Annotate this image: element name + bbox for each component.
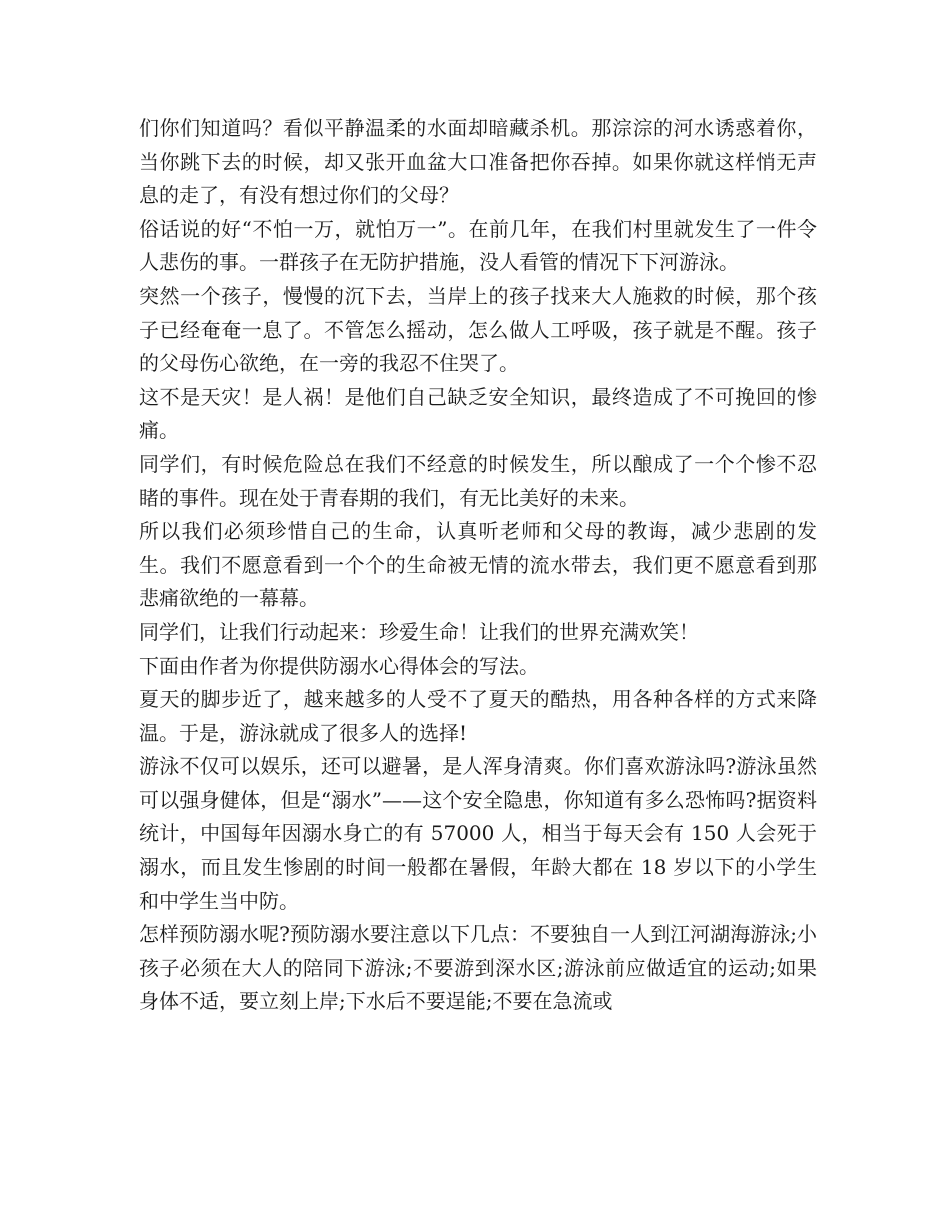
paragraph-intro-essay: 下面由作者为你提供防溺水心得体会的写法。 bbox=[139, 653, 539, 678]
paragraph-call-to-action: 同学们，让我们行动起来：珍爱生命！让我们的世界充满欢笑！ bbox=[139, 619, 699, 644]
paragraph-proverb: 俗话说的好“不怕一万，就怕万一”。在前几年，在我们村里就发生了一件令人悲伤的事。一群孩子在无防护措施，没人看管的情况下下河游泳。 bbox=[139, 216, 817, 275]
paragraph-statistics: 游泳不仅可以娱乐，还可以避暑，是人浑身清爽。你们喜欢游泳吗?游泳虽然可以强身健体，但是“溺水”——这个安全隐患，你知道有多么恐怖吗?据资料统计，中国每年因溺水身亡的有 57000 人，相当于每天会有 150 人会死于溺水，而且发生惨剧的时间一般都在暑假，年龄大都在 18 岁以下的小学生和中学生当中防。 bbox=[139, 754, 817, 913]
paragraph-incident: 突然一个孩子，慢慢的沉下去，当岸上的孩子找来大人施救的时候，那个孩子已经奄奄一息了。不管怎么摇动，怎么做人工呼吸，孩子就是不醒。孩子的父母伤心欲绝，在一旁的我忍不住哭了。 bbox=[139, 283, 817, 376]
paragraph-cherish-life: 所以我们必须珍惜自己的生命，认真听老师和父母的教诲，减少悲剧的发生。我们不愿意看到一个个的生命被无情的流水带去，我们更不愿意看到那悲痛欲绝的一幕幕。 bbox=[139, 519, 817, 611]
paragraph-not-disaster: 这不是天灾！是人祸！是他们自己缺乏安全知识，最终造成了不可挽回的惨痛。 bbox=[139, 384, 817, 443]
document-page bbox=[139, 112, 817, 1019]
paragraph-warning: 们你们知道吗？看似平静温柔的水面却暗藏杀机。那淙淙的河水诱惑着你，当你跳下去的时候，却又张开血盆大口准备把你吞掉。如果你就这样悄无声息的走了，有没有想过你们的父母？ bbox=[139, 116, 817, 208]
paragraph-prevention: 怎样预防溺水呢?预防溺水要注意以下几点：不要独自一人到江河湖海游泳;小孩子必须在大人的陪同下游泳;不要游到深水区;游泳前应做适宜的运动;如果身体不适，要立刻上岸;下水后不要逞能;不要在急流或 bbox=[139, 922, 817, 1014]
paragraph-danger: 同学们，有时候危险总在我们不经意的时候发生，所以酿成了一个个惨不忍睹的事件。现在处于青春期的我们，有无比美好的未来。 bbox=[139, 451, 817, 510]
paragraph-summer: 夏天的脚步近了，越来越多的人受不了夏天的酷热，用各种各样的方式来降温。于是，游泳就成了很多人的选择! bbox=[139, 687, 817, 745]
